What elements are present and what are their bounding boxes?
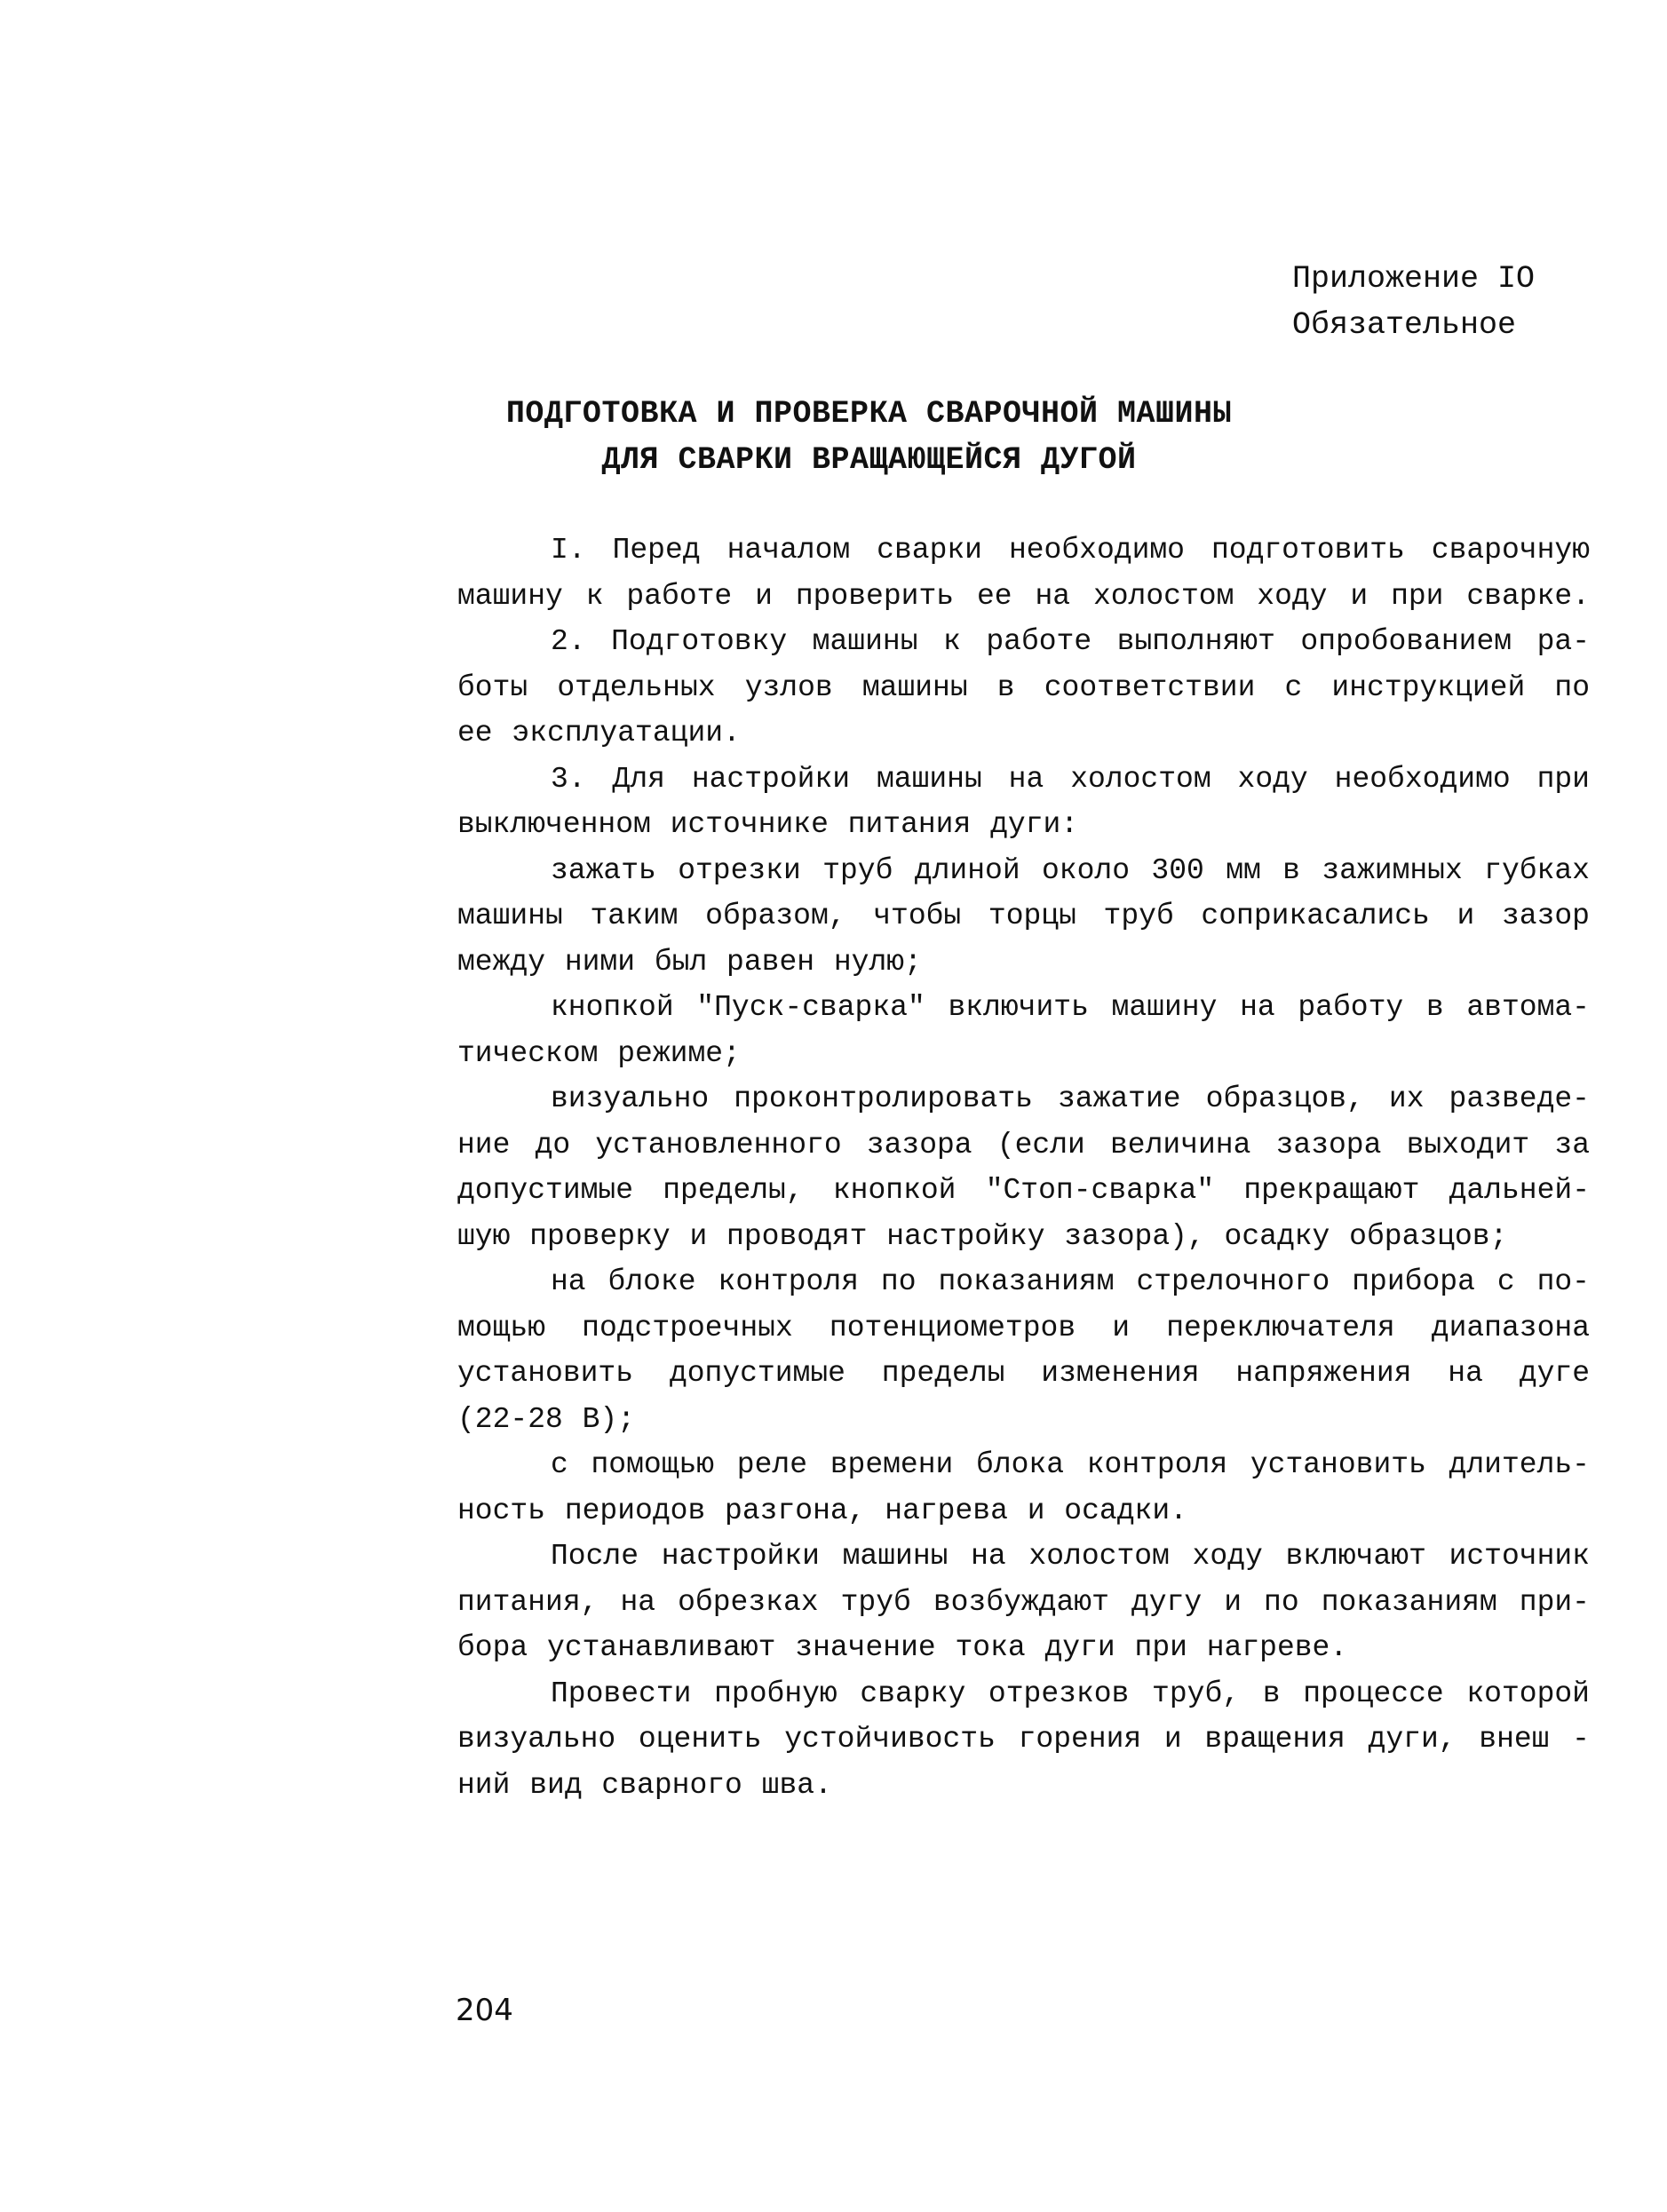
paragraph-line: шую проверку и проводят настройку зазора), осадку образцов;: [457, 1219, 1508, 1253]
paragraph-line: 3. Для настройки машины на холостом ходу необходимо при: [551, 762, 1590, 796]
paragraph-line: 2. Подготовку машины к работе выполняют опробованием ра-: [551, 625, 1590, 658]
paragraph-line: ность периодов разгона, нагрева и осадки.: [457, 1494, 1187, 1527]
paragraph-line: машину к работе и проверить ее на холостом ходу и при сварке.: [457, 579, 1590, 613]
paragraph-line: установить допустимые пределы изменения напряжения на дуге: [457, 1357, 1590, 1390]
page-number: 204: [456, 1993, 513, 2028]
paragraph-line: бора устанавливают значение тока дуги при нагреве.: [457, 1631, 1348, 1664]
paragraph-line: кнопкой "Пуск-сварка" включить машину на работу в автома-: [551, 991, 1590, 1024]
title-line-1: ПОДГОТОВКА И ПРОВЕРКА СВАРОЧНОЙ МАШИНЫ: [505, 396, 1233, 432]
paragraph-line: ее эксплуатации.: [457, 717, 741, 749]
paragraph-line: с помощью реле времени блока контроля установить длитель-: [551, 1448, 1590, 1481]
paragraph-line: ний вид сварного шва.: [457, 1768, 832, 1802]
paragraph-line: визуально оценить устойчивость горения и вращения дуги, внеш -: [457, 1723, 1590, 1756]
appendix-status: Обязательное: [1292, 307, 1517, 343]
document-title: [0, 391, 1667, 483]
appendix-label: [1292, 256, 1535, 348]
paragraph-line: Провести пробную сварку отрезков труб, в процессе которой: [551, 1677, 1590, 1710]
paragraph-line: зажать отрезки труб длиной около 300 мм в зажимных губках: [551, 853, 1590, 887]
paragraph-line: между ними был равен нулю;: [457, 945, 922, 979]
paragraph-line: питания, на обрезках труб возбуждают дугу и по показаниям при-: [457, 1585, 1590, 1619]
paragraph-line: После настройки машины на холостом ходу включают источник: [551, 1540, 1590, 1573]
paragraph-line: визуально проконтролировать зажатие образцов, их разведе-: [551, 1082, 1590, 1115]
title-line-2: ДЛЯ СВАРКИ ВРАЩАЮЩЕЙСЯ ДУГОЙ: [601, 442, 1137, 478]
appendix-number: Приложение IO: [1292, 261, 1536, 297]
paragraph-line: (22-28 В);: [457, 1402, 636, 1436]
paragraph-line: боты отдельных узлов машины в соответствии с инструкцией по: [457, 670, 1590, 704]
paragraph-line: выключенном источнике питания дуги:: [457, 808, 1079, 841]
paragraph-line: ние до установленного зазора (если величина зазора выходит за: [457, 1128, 1590, 1161]
paragraph-line: мощью подстроечных потенциометров и переключателя диапазона: [457, 1311, 1590, 1344]
body-text: [457, 527, 1590, 1808]
paragraph-line: I. Перед началом сварки необходимо подготовить сварочную: [551, 534, 1590, 567]
paragraph-line: допустимые пределы, кнопкой "Стоп-сварка" прекращают дальней-: [457, 1174, 1590, 1207]
paragraph-line: машины таким образом, чтобы торцы труб соприкасались и зазор: [457, 900, 1590, 932]
paragraph-line: на блоке контроля по показаниям стрелочного прибора с по-: [551, 1265, 1590, 1298]
paragraph-line: тическом режиме;: [457, 1036, 741, 1070]
